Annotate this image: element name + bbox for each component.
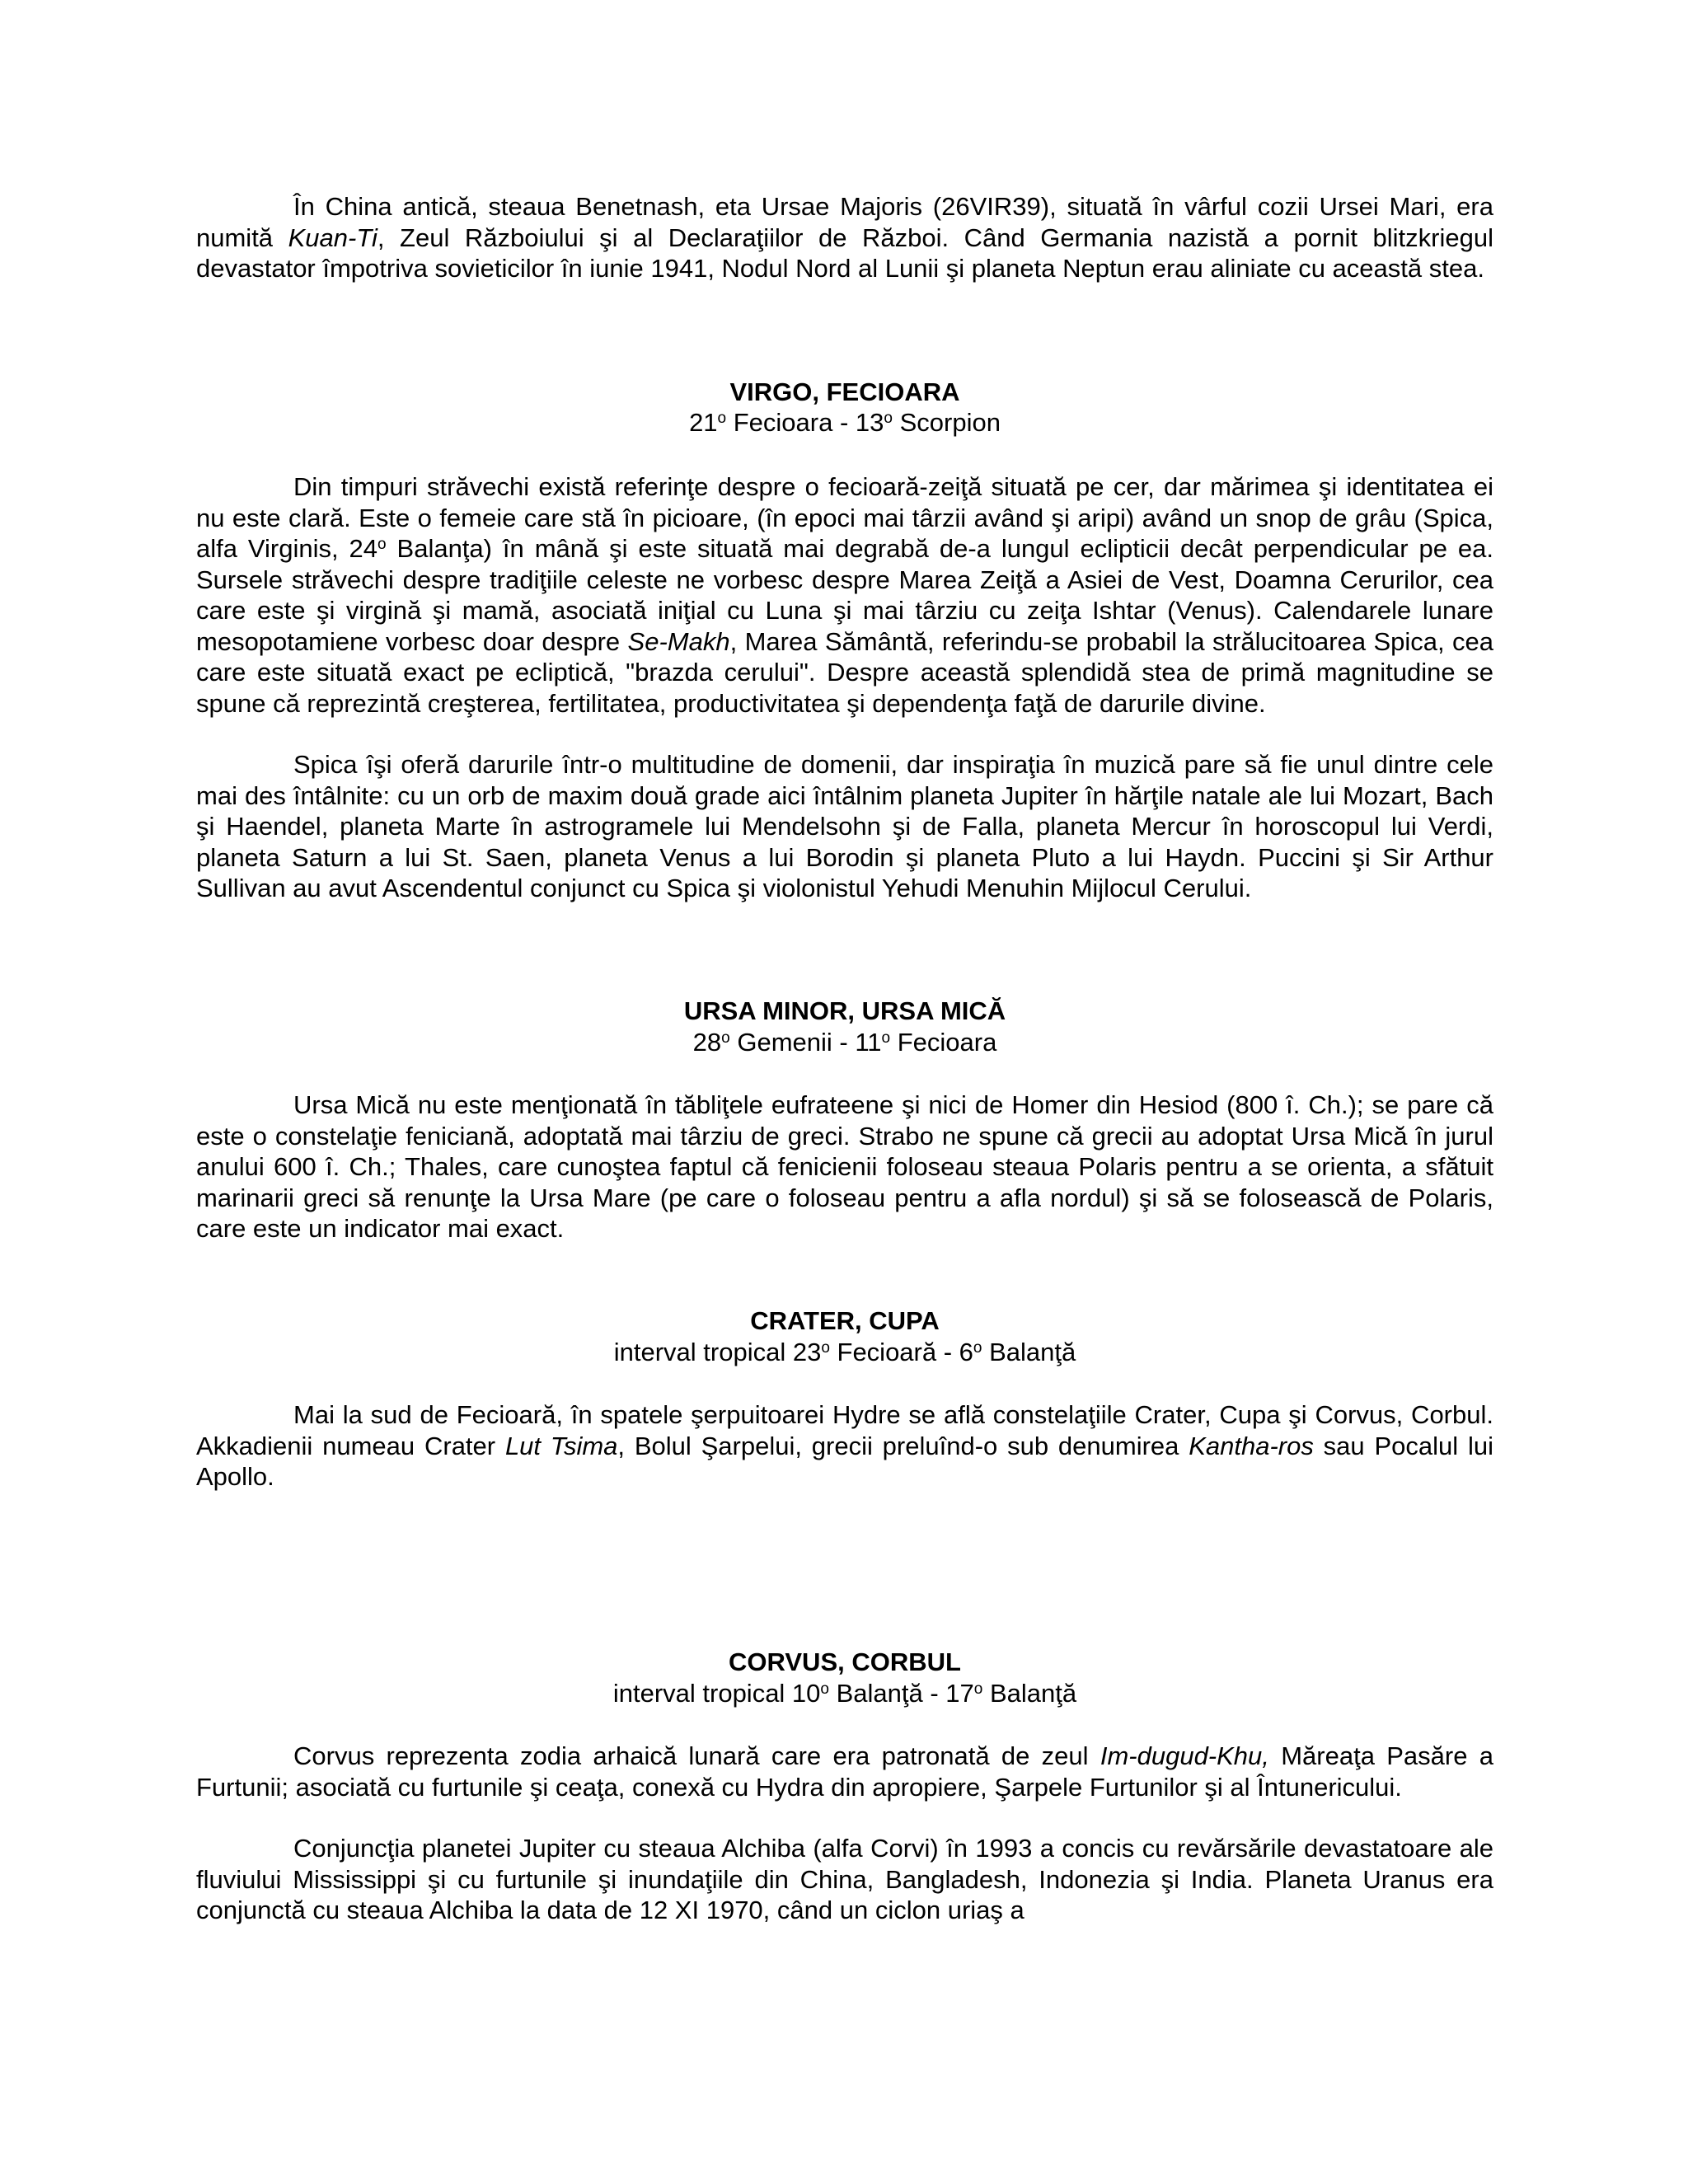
virgo-paragraph-2 (196, 749, 1493, 904)
degree-mark: o (820, 1680, 829, 1698)
text-run: interval tropical 10 (612, 1679, 821, 1708)
ursa-minor-subtitle (196, 1027, 1493, 1058)
crater-subtitle (196, 1337, 1493, 1368)
text-run: Corvus reprezenta zodia arhaică lunară care era patronată de zeul (293, 1741, 1100, 1770)
ursa-minor-title: URSA MINOR, URSA MICĂ (683, 996, 1006, 1025)
text-run: Măreaţa Pasăre a Furtunii; asociată cu furtunile şi ceaţa, conexă cu Hydra din apropiere, Şarpele Furtunilor şi al Întunericului. (196, 1741, 1493, 1802)
degree-mark: o (973, 1680, 983, 1698)
crater-paragraph (196, 1399, 1493, 1493)
text-run: Scorpion (892, 408, 1001, 437)
text-run: Balanţă (982, 1338, 1076, 1366)
text-run: , Zeul Războiului şi al Declaraţiilor de Război. Când Germania nazistă a pornit blitzkriegul devastator împotriva sovieticilor în iunie 1941, Nodul Nord al Lunii şi planeta Neptun erau aliniate cu această stea. (196, 223, 1493, 283)
text-run: Spica îşi oferă darurile într-o multitudine de domenii, dar inspiraţia în muzică pare să fie unul dintre cele mai des întâlnite: cu un orb de maxim două grade aici întâlnim planeta Jupiter în hărţile natale ale lui Mozart, Bach şi Haendel, planeta Marte în astrogramele lui Mendelsohn şi de Falla, planeta Mercur în horoscopul lui Verdi, planeta Saturn a lui St. Saen, planeta Venus a lui Borodin şi planeta Pluto a lui Haydn. Puccini şi Sir Arthur Sullivan au avut Ascendentul conjunct cu Spica şi violonistul Yehudi Menuhin Mijlocul Cerului. (196, 750, 1493, 902)
ursa-minor-paragraph (196, 1090, 1493, 1244)
text-run: Ursa Mică nu este menţionată în tăbliţele eufrateene şi nici de Homer din Hesiod (800 î. Ch.); se pare că este o constelaţie feniciană, adoptată mai târziu de greci. Strabo ne spune că grecii au adoptat Ursa Mică în jurul anului 600 î. Ch.; Thales, care cunoştea faptul că fenicienii foloseau steaua Polaris pentru a se orienta, a sfătuit marinarii greci să renunţe la Ursa Mare (pe care o foloseau pentru a afla nordul) şi să se folosească de Polaris, care este un indicator mai exact. (196, 1090, 1493, 1243)
degree-mark: o (973, 1339, 982, 1357)
text-run: Din timpuri străvechi există referinţe despre o fecioară-zeiţă situată pe cer, dar mărimea şi identitatea ei nu este clară. Este o femeie care stă în picioare, (în epoci mai târzii având şi aripi) având un snop de grâu (Spica, alfa Virginis, 24 (196, 472, 1493, 563)
degree-mark: o (377, 536, 387, 553)
text-run: 28 (692, 1028, 722, 1057)
degree-mark: o (717, 410, 727, 427)
text-run: Conjuncţia planetei Jupiter cu steaua Alchiba (alfa Corvi) în 1993 a concis cu revărsările devastatoare ale fluviului Mississippi şi cu furtunile şi inundaţiile din China, Bangladesh, Indonezia şi India. Planeta Uranus era conjunctă cu steaua Alchiba la data de 12 XI 1970, când un ciclon uriaş a (196, 1834, 1493, 1924)
corvus-paragraph-1 (196, 1741, 1493, 1802)
text-run: Fecioara - 13 (726, 408, 884, 437)
virgo-subtitle (196, 407, 1493, 438)
text-run: 21 (689, 408, 718, 437)
italic-term: Im-dugud-Khu, (1100, 1741, 1269, 1770)
italic-term: Se-Makh (627, 626, 730, 656)
degree-mark: o (821, 1339, 830, 1357)
degree-mark: o (881, 1029, 891, 1047)
italic-term: Kantha-ros (1189, 1431, 1314, 1460)
text-run: Fecioara (890, 1028, 997, 1057)
text-run: interval tropical 23 (613, 1338, 822, 1366)
text-run: Balanţă (982, 1679, 1077, 1708)
text-run: Gemenii - 11 (729, 1028, 882, 1057)
text-run: În China antică, steaua Benetnash, eta Ursae Majoris (26VIR39), situată în vârful cozii Ursei Mari, era numită (196, 192, 1493, 252)
text-run: Mai la sud de Fecioară, în spatele şerpuitoarei Hydre se află constelaţiile Crater, Cupa şi Corvus, Corbul. Akkadienii numeau Crater (196, 1400, 1493, 1460)
corvus-title: CORVUS, CORBUL (729, 1647, 961, 1676)
text-run: sau Pocalul lui Apollo. (196, 1431, 1494, 1491)
text-run: , Marea Sământă, referindu-se probabil la strălucitoarea Spica, cea care este situată exact pe ecliptică, "brazda cerului". Despre această splendidă stea de primă magnitudine se spune că reprezintă creşterea, fertilitatea, productivitatea şi dependenţa faţă de darurile divine. (196, 626, 1493, 718)
degree-mark: o (721, 1029, 730, 1047)
corvus-paragraph-2 (196, 1833, 1493, 1926)
virgo-paragraph-1 (196, 471, 1493, 719)
degree-mark: o (884, 410, 893, 427)
corvus-subtitle (196, 1678, 1493, 1709)
italic-term: Kuan-Ti (288, 223, 377, 252)
text-run: Balanţa) în mână şi este situată mai degrabă de-a lungul eclipticii decât perpendicular pe ea. Sursele străvechi despre tradiţiile celeste ne vorbesc despre Marea Zeiţă a Asiei de Vest, Doamna Cerurilor, cea care este şi virgină şi mamă, asociată iniţial cu Luna şi mai târziu cu zeiţa Ishtar (Venus). Calendarele lunare mesopotamiene vorbesc doar despre (196, 534, 1493, 656)
intro-paragraph (196, 191, 1493, 284)
crater-title: CRATER, CUPA (750, 1306, 940, 1335)
virgo-title: VIRGO, FECIOARA (729, 377, 960, 406)
text-run: , Bolul Şarpelui, grecii preluînd-o sub denumirea (617, 1431, 1189, 1460)
text-run: Balanţă - 17 (829, 1679, 974, 1708)
text-run: Fecioară - 6 (829, 1338, 973, 1366)
italic-term: Lut Tsima (504, 1431, 618, 1460)
